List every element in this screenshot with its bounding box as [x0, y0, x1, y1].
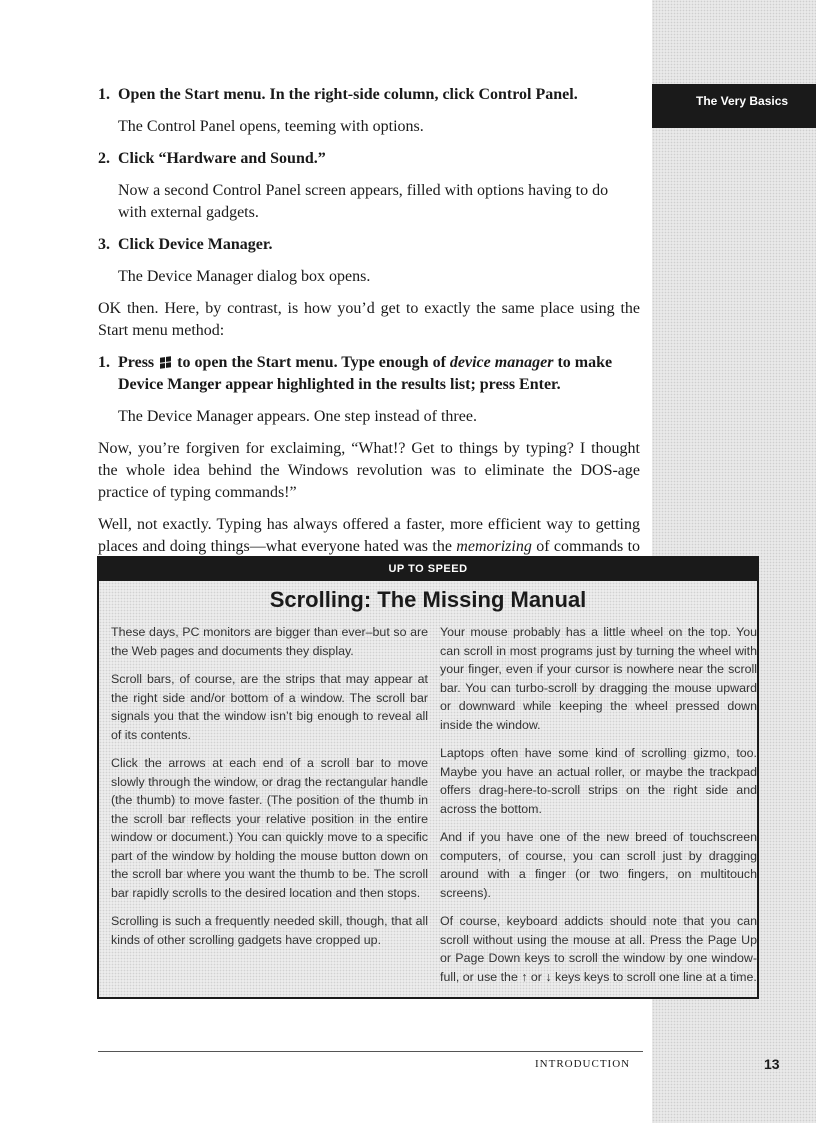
paragraph: Well, not exactly. Typing has always offered a faster, more efficient way to getting places and doing things—what everyone hated was the memorizing of commands to — [98, 516, 641, 555]
step-instruction: Click Device Manager. — [118, 236, 273, 253]
sidebar-paragraph: Your mouse probably has a little wheel on the top. You can scroll in most programs just by turning the wheel with your finger, even if your cursor is nowhere near the scroll bar. You can turbo-scroll by dragging the mouse upward or downward while keeping the wheel pressed down inside the window. — [440, 625, 757, 732]
step-result: The Control Panel opens, teeming with options. — [118, 118, 424, 135]
step-result: The Device Manager dialog box opens. — [118, 268, 371, 285]
sidebar-columns — [99, 623, 757, 996]
step-number: 1. — [98, 354, 110, 371]
step-number: 2. — [98, 150, 110, 167]
start-menu-step — [98, 352, 640, 396]
step-instruction: Click “Hardware and Sound.” — [118, 150, 326, 167]
step-number: 1. — [98, 86, 110, 103]
up-to-speed-sidebar — [97, 556, 759, 999]
main-text — [98, 84, 640, 590]
sidebar-right-column — [440, 623, 757, 996]
sidebar-paragraph: Scrolling is such a frequently needed skill, though, that all kinds of other scrolling gadgets have cropped up. — [111, 914, 428, 947]
footer-rule — [98, 1051, 643, 1052]
paragraph: OK then. Here, by contrast, is how you’d get to exactly the same place using the Start menu method: — [98, 300, 640, 339]
footer-section-label: INTRODUCTION — [535, 1058, 631, 1070]
page-number: 13 — [764, 1056, 780, 1072]
sidebar-paragraph: Of course, keyboard addicts should note that you can scroll without using the mouse at all. Press the Page Up or Page Down keys to scroll the window by one window-full, or use the ↑ or ↓ keys keys to scroll one line at a time. — [440, 914, 757, 984]
step-3 — [98, 234, 640, 256]
sidebar-left-column — [111, 623, 428, 996]
sidebar-header: UP TO SPEED — [99, 558, 757, 581]
paragraph: Now, you’re forgiven for exclaiming, “What!? Get to things by typing? I thought the whole idea behind the Windows revolution was to eliminate the DOS-age practice of typing commands!” — [98, 440, 640, 501]
step-number: 3. — [98, 236, 110, 253]
sidebar-paragraph: Laptops often have some kind of scrolling gizmo, too. Maybe you have an actual roller, or maybe the trackpad offers drag-here-to-scroll strips on the right side and across the bottom. — [440, 746, 757, 816]
sidebar-title: Scrolling: The Missing Manual — [269, 587, 587, 612]
step-instruction: Press to open the Start menu. Type enough of device manager to make Device Manger appear highlighted in the results list; press Enter. — [118, 354, 613, 393]
step-result: The Device Manager appears. One step instead of three. — [118, 408, 477, 425]
step-result: Now a second Control Panel screen appears, filled with options having to do with external gadgets. — [118, 182, 609, 221]
sidebar-paragraph: Click the arrows at each end of a scroll bar to move slowly through the window, or drag the rectangular handle (the thumb) to move faster. (The position of the thumb in the scroll bar reflects your relative position in the entire window or document.) You can quickly move to a specific part of the window by holding the mouse button down on the scroll bar where you want the thumb to be. The scroll bar rapidly scrolls to the desired location and then stops. — [111, 756, 428, 900]
step-1 — [98, 84, 640, 106]
section-tab: The Very Basics — [652, 84, 816, 128]
sidebar-paragraph: And if you have one of the new breed of touchscreen computers, of course, you can scroll just by dragging around with a finger (or two fingers, on multitouch screens). — [440, 830, 757, 900]
step-2 — [98, 148, 640, 170]
sidebar-paragraph: These days, PC monitors are bigger than ever–but so are the Web pages and documents they display. — [111, 625, 428, 658]
windows-key-icon — [160, 356, 171, 369]
step-instruction: Open the Start menu. In the right-side column, click Control Panel. — [118, 86, 578, 103]
sidebar-paragraph: Scroll bars, of course, are the strips that may appear at the right side and/or bottom of a window. The scroll bar signals you that the window isn’t big enough to reveal all of its contents. — [111, 672, 428, 742]
